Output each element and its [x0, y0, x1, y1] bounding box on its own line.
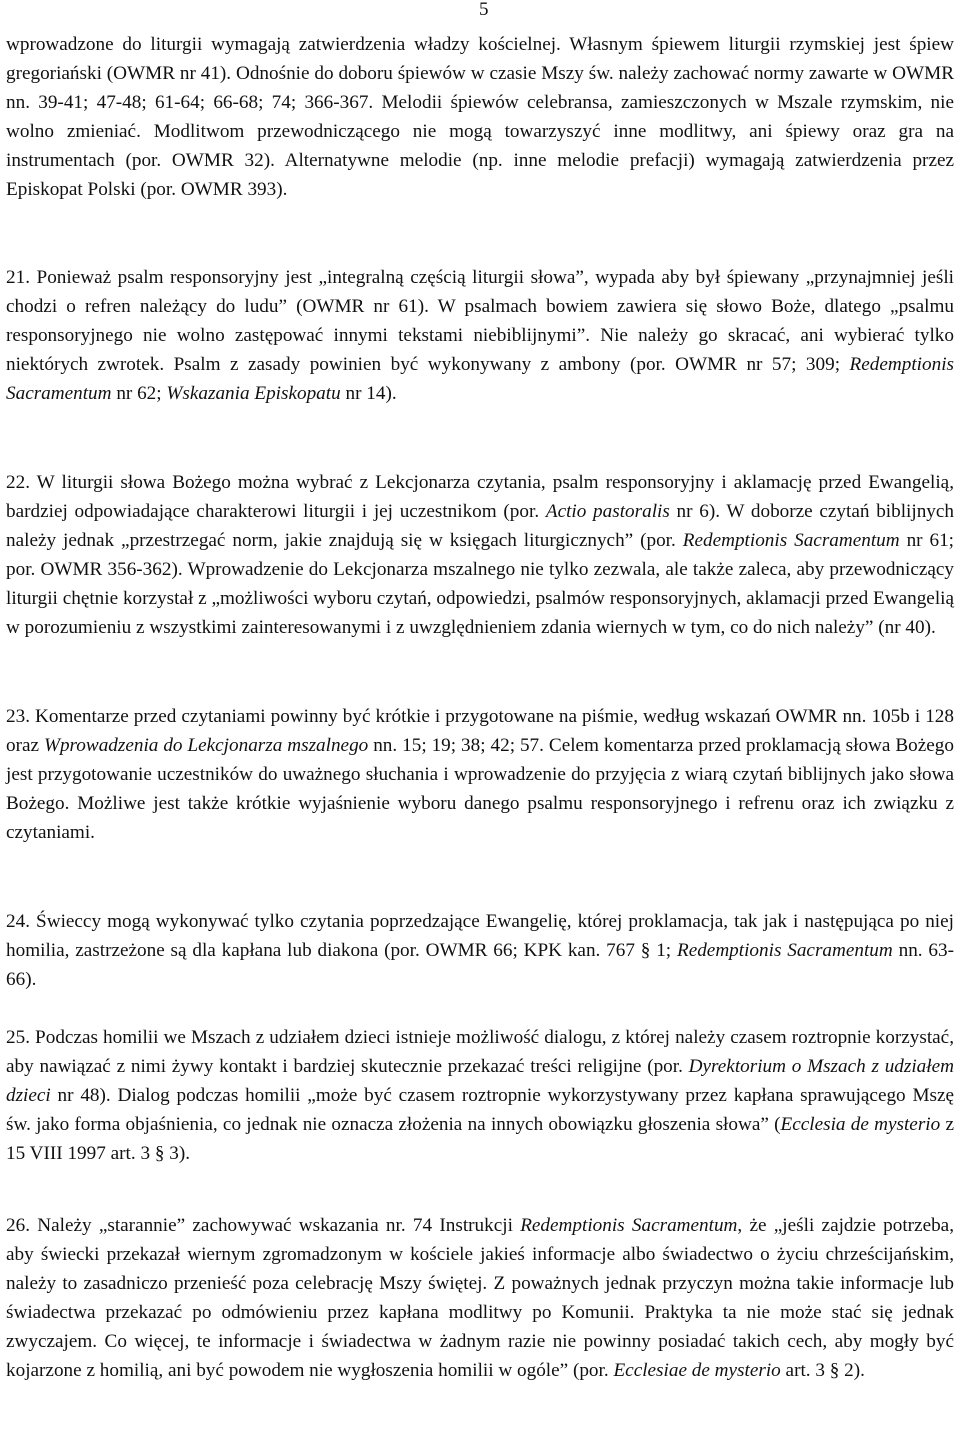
paragraph-text: 24. Świeccy mogą wykonywać tylko czytania poprzedzające Ewangelię, której proklamacja, tak jak i następująca po niej homilia, zastrzeżone są dla kapłana lub diakona (por. OWMR 66; KPK kan. 767 § 1; — [6, 911, 954, 961]
paragraph-text: 21. Ponieważ psalm responsoryjny jest „integralną częścią liturgii słowa”, wypada aby był śpiewany „przynajmniej jeśli chodzi o refren należący do ludu” (OWMR nr 61). W psalmach bowiem zawiera się słowo Boże, dlatego „psalmu responsoryjnego nie wolno zastępować innymi tekstami niebiblijnymi”. Nie należy go skracać, ani wybierać tylko niektórych zwrotek. Psalm z zasady powinien być wykonywany z ambony (por. OWMR nr 57; 309; — [6, 267, 954, 375]
paragraph-text: nr 14). — [340, 383, 397, 404]
paragraph-text: nr 48). Dialog podczas homilii „może być czasem roztropnie wykorzystywany przez kapłana sprawującego Mszę św. jako forma objaśnienia, co jednak nie oznacza złożenia na innych obowiązku głoszenia słowa” ( — [6, 1085, 954, 1135]
paragraph-text: nn. 15; 19; 38; 42; 57. Celem komentarza przed proklamacją słowa Bożego jest przygotowanie uczestników do uważnego słuchania i wprowadzenie do przyjęcia z wiarą czytań biblijnych jako słowa Bożego. Możliwe jest także krótkie wyjaśnienie wyboru danego psalmu responsoryjnego i refrenu oraz ich związku z czytaniami. — [6, 735, 954, 843]
italic-title: Wprowadzenia do Lekcjonarza mszalnego — [43, 735, 369, 756]
page-number: 5 — [479, 0, 489, 20]
paragraph-text: art. 3 § 2). — [780, 1360, 865, 1381]
italic-title: Wskazania Episkopatu — [166, 383, 341, 404]
paragraph-20-continuation — [6, 30, 954, 204]
paragraph-text: , że „jeśli zajdzie potrzeba, aby świecki przekazał wiernym zgromadzonym w kościele jakieś informacje albo świadectwo o życiu chrześcijańskim, należy to zasadniczo przenieść poza celebrację Mszy świętej. Z poważnych jednak przyczyn można takie informacje lub świadectwa przekazać po odmówieniu przez kapłana modlitwy po Komunii. Praktyka ta nie może stać się jednak zwyczajem. Co więcej, te informacje i świadectwa w żadnym razie nie powinny posiadać takich cech, aby mogły być kojarzone z homilią, ani być powodem nie wygłoszenia homilii w ogóle” (por. — [6, 1215, 954, 1381]
paragraph-text: 22. W liturgii słowa Bożego można wybrać z Lekcjonarza czytania, psalm responsoryjny i aklamację przed Ewangelią, bardziej odpowiadające charakterowi liturgii i jej uczestnikom (por. — [6, 472, 954, 522]
italic-title: Redemptionis Sacramentum — [676, 940, 893, 961]
italic-title: Redemptionis Sacramentum — [520, 1215, 738, 1236]
paragraph-22 — [6, 468, 954, 642]
italic-title: Dyrektorium o Mszach z udziałem dzieci — [6, 1056, 954, 1106]
paragraph-text: wprowadzone do liturgii wymagają zatwierdzenia władzy kościelnej. Własnym śpiewem liturgii rzymskiej jest śpiew gregoriański (OWMR nr 41). Odnośnie do doboru śpiewów w czasie Mszy św. należy zachować normy zawarte w OWMR nn. 39-41; 47-48; 61-64; 66-68; 74; 366-367. Melodii śpiewów celebransa, zamieszczonych w Mszale rzymskim, nie wolno zmieniać. Modlitwom przewodniczącego nie mogą towarzyszyć inne modlitwy, ani śpiewy oraz gra na instrumentach (por. OWMR 32). Alternatywne melodie (np. inne melodie prefacji) wymagają zatwierdzenia przez Episkopat Polski (por. OWMR 393). — [6, 34, 954, 200]
paragraph-24 — [6, 907, 954, 994]
paragraph-26 — [6, 1211, 954, 1385]
paragraph-text: 25. Podczas homilii we Mszach z udziałem dzieci istnieje możliwość dialogu, z której należy czasem roztropnie korzystać, aby nawiązać z nimi żywy kontakt i bardziej skutecznie przekazać treści religijne (por. — [6, 1027, 954, 1077]
italic-title: Ecclesia de mysterio — [780, 1114, 941, 1135]
paragraph-text: 26. Należy „starannie” zachowywać wskazania nr. 74 Instrukcji — [6, 1215, 521, 1236]
paragraph-25 — [6, 1023, 954, 1168]
italic-title: Redemptionis Sacramentum — [682, 530, 900, 551]
italic-title: Redemptionis Sacramentum — [6, 354, 954, 404]
paragraph-23 — [6, 702, 954, 847]
paragraph-text: nr 61; por. OWMR 356-362). Wprowadzenie do Lekcjonarza mszalnego nie tylko zezwala, ale także zaleca, aby przewodniczący liturgii chętnie korzystał z „możliwości wyboru czytań, odpowiedzi, psalmów responsoryjnych, aklamacji przed Ewangelią w porozumieniu z wszystkimi zainteresowanymi i z uwzględnieniem zdania wiernych w tym, co do nich należy” (nr 40). — [6, 530, 954, 638]
paragraph-text: nn. 63-66). — [6, 940, 954, 990]
paragraph-text: nr 6). W doborze czytań biblijnych należy jednak „przestrzegać norm, jakie znajdują się w księgach liturgicznych” (por. — [6, 501, 955, 551]
paragraph-text: nr 62; — [111, 383, 167, 404]
paragraph-text: z 15 VIII 1997 art. 3 § 3). — [6, 1114, 954, 1164]
paragraph-21 — [6, 263, 954, 408]
italic-title: Actio pastoralis — [545, 501, 670, 522]
italic-title: Ecclesiae de mysterio — [613, 1360, 781, 1381]
paragraph-text: 23. Komentarze przed czytaniami powinny być krótkie i przygotowane na piśmie, według wskazań OWMR nn. 105b i 128 oraz — [6, 706, 954, 756]
